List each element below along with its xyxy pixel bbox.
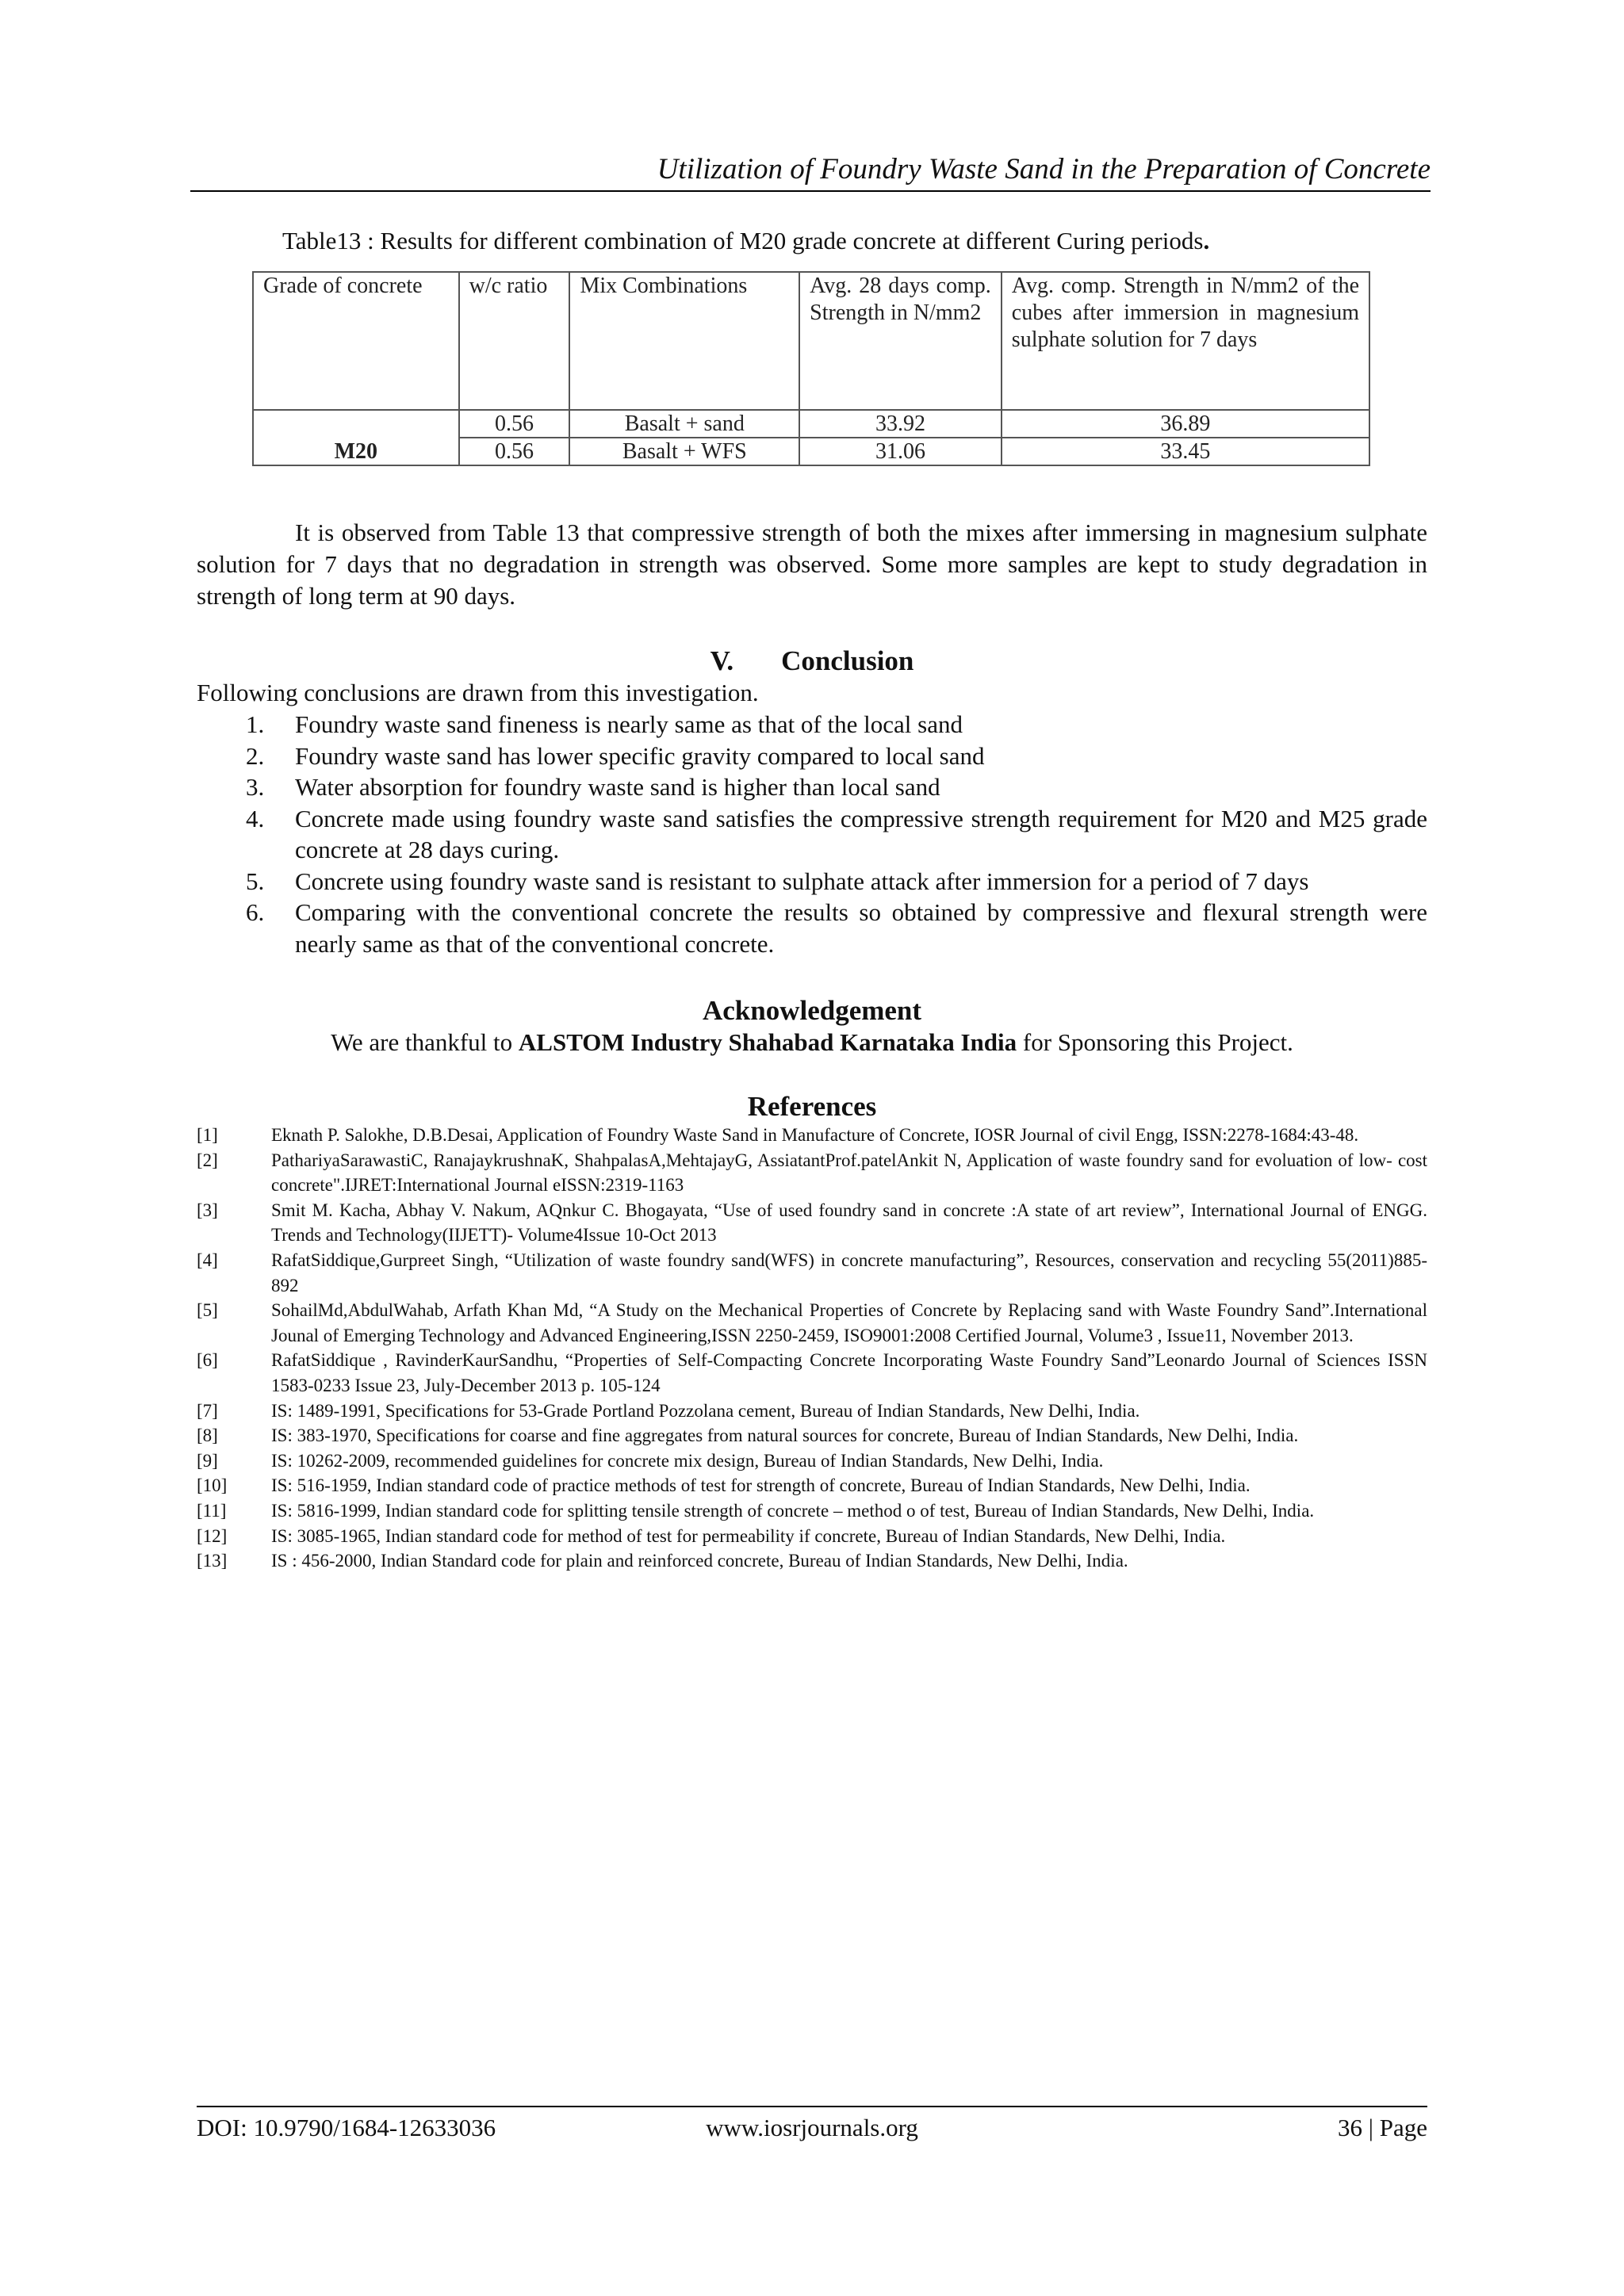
item-text: Water absorption for foundry waste sand is higher than local sand [295,773,940,801]
section-number: V. [710,645,734,676]
item-number: 4. [246,804,265,832]
table-caption-period: . [1203,227,1210,254]
reference-text: RafatSiddique,Gurpreet Singh, “Utilization of waste foundry sand(WFS) in concrete manufacturing”, Resources, conservation and recycling 55(2011)885-892 [271,1249,1427,1295]
section-title: Conclusion [781,645,914,676]
list-item [197,897,1427,959]
reference-text: SohailMd,AbdulWahab, Arfath Khan Md, “A Study on the Mechanical Properties of Concrete by Replacing sand with Waste Foundry Sand”.International Jounal of Emerging Technology and Advanced Engineering,ISSN 2250-2459, ISO9001:2008 Certified Journal, Volume3 , Issue11, November 2013. [271,1300,1427,1345]
strength-28-cell: 31.06 [799,438,1002,465]
conclusion-list [197,709,1427,959]
reference-text: IS: 516-1959, Indian standard code of practice methods of test for strength of concrete, Bureau of Indian Standards, New Delhi, India. [271,1475,1251,1496]
header-grade: Grade of concrete [253,272,459,410]
reference-number: [11] [197,1500,227,1521]
conclusion-heading [0,644,1624,679]
reference-item [197,1498,1427,1524]
header-wc-ratio: w/c ratio [459,272,570,410]
reference-number: [1] [197,1125,218,1145]
wc-cell: 0.56 [459,438,570,465]
reference-text: Eknath P. Salokhe, D.B.Desai, Application of Foundry Waste Sand in Manufacture of Concrete, IOSR Journal of civil Engg, ISSN:2278-1684:43-48. [271,1125,1359,1145]
reference-text: RafatSiddique , RavinderKaurSandhu, “Properties of Self-Compacting Concrete Incorporating Waste Foundry Sand”Leonardo Journal of Sciences ISSN 1583-0233 Issue 23, July-December 2013 p. 105-124 [271,1350,1427,1395]
results-table [252,271,1370,466]
reference-text: IS: 1489-1991, Specifications for 53-Grade Portland Pozzolana cement, Bureau of Indian Standards, New Delhi, India. [271,1400,1140,1421]
item-number: 2. [246,741,265,770]
header-immersion-strength: Avg. comp. Strength in N/mm2 of the cubes after immersion in magnesium sulphate solution for 7 days [1002,272,1369,410]
acknowledgement-heading: Acknowledgement [702,995,922,1026]
running-header: Utilization of Foundry Waste Sand in the Preparation of Concrete [190,151,1431,192]
reference-text: IS: 10262-2009, recommended guidelines for concrete mix design, Bureau of Indian Standards, New Delhi, India. [271,1450,1104,1471]
reference-item [197,1548,1427,1574]
reference-text: IS : 456-2000, Indian Standard code for plain and reinforced concrete, Bureau of Indian Standards, New Delhi, India. [271,1551,1128,1571]
reference-number: [9] [197,1450,218,1471]
table-header-row [253,272,1369,410]
acknowledgement-text [0,1027,1624,1058]
page-footer [197,2106,1427,2141]
reference-item [197,1423,1427,1448]
reference-number: [3] [197,1200,218,1220]
table-caption [282,224,1209,258]
footer-website: www.iosrjournals.org [706,2114,918,2141]
ack-suffix: for Sponsoring this Project. [1017,1028,1293,1056]
reference-item [197,1148,1427,1198]
references-heading: References [747,1091,877,1122]
item-text: Comparing with the conventional concrete the results so obtained by compressive and flexural strength were nearly same as that of the conventional concrete. [295,898,1427,958]
reference-item [197,1248,1427,1298]
item-text: Foundry waste sand has lower specific gravity compared to local sand [295,741,985,770]
reference-item [197,1198,1427,1248]
item-number: 1. [246,710,265,738]
reference-text: IS: 3085-1965, Indian standard code for method of test for permeability if concrete, Bureau of Indian Standards, New Delhi, India. [271,1525,1226,1546]
table-caption-text: Table13 : Results for different combination of M20 grade concrete at different Curing periods [282,227,1204,254]
reference-number: [12] [197,1525,228,1546]
grade-cell: M20 [253,410,459,465]
list-item [197,866,1427,897]
ack-sponsor: ALSTOM Industry Shahabad Karnataka India [518,1028,1017,1056]
reference-item [197,1399,1427,1424]
wc-cell: 0.56 [459,410,570,438]
header-28-day-strength: Avg. 28 days comp. Strength in N/mm2 [799,272,1002,410]
reference-item [197,1448,1427,1474]
observation-paragraph: It is observed from Table 13 that compressive strength of both the mixes after immersing in magnesium sulphate solution for 7 days that no degradation in strength was observed. Some more samples are kept to study degradation in strength of long term at 90 days. [197,519,1427,610]
item-number: 3. [246,773,265,801]
reference-number: [5] [197,1300,218,1321]
item-text: Concrete made using foundry waste sand satisfies the compressive strength requirement for M20 and M25 grade concrete at 28 days curing. [295,804,1427,863]
item-text: Foundry waste sand fineness is nearly same as that of the local sand [295,710,963,738]
reference-text: IS: 5816-1999, Indian standard code for splitting tensile strength of concrete – method o of test, Bureau of Indian Standards, New Delhi, India. [271,1500,1315,1521]
reference-item [197,1123,1427,1148]
mix-cell: Basalt + WFS [569,438,799,465]
list-item [197,709,1427,740]
item-number: 5. [246,867,265,895]
footer-doi: DOI: 10.9790/1684-12633036 [197,2114,496,2141]
conclusion-intro: Following conclusions are drawn from this investigation. [197,679,759,706]
mix-cell: Basalt + sand [569,410,799,438]
reference-item [197,1348,1427,1398]
reference-number: [6] [197,1350,218,1371]
reference-number: [4] [197,1249,218,1270]
reference-number: [7] [197,1400,218,1421]
strength-immersion-cell: 33.45 [1002,438,1369,465]
reference-text: IS: 383-1970, Specifications for coarse and fine aggregates from natural sources for concrete, Bureau of Indian Standards, New Delhi, India. [271,1425,1299,1446]
reference-number: [13] [197,1551,228,1571]
table-row [253,410,1369,438]
reference-number: [8] [197,1425,218,1446]
reference-list [197,1123,1427,1574]
reference-item [197,1473,1427,1498]
item-number: 6. [246,898,265,926]
reference-text: PathariyaSarawastiC, RanajaykrushnaK, ShahpalasA,MehtajayG, AssiatantProf.patelAnkit N, Application of waste foundry sand for evoluation of low- cost concrete".IJRET:International Journal eISSN:2319-1163 [271,1150,1427,1196]
list-item [197,803,1427,866]
list-item [197,740,1427,772]
reference-number: [10] [197,1475,228,1496]
header-mix: Mix Combinations [569,272,799,410]
reference-item [197,1298,1427,1348]
strength-28-cell: 33.92 [799,410,1002,438]
list-item [197,771,1427,803]
strength-immersion-cell: 36.89 [1002,410,1369,438]
footer-page-number: 36 | Page [1338,2114,1427,2141]
item-text: Concrete using foundry waste sand is resistant to sulphate attack after immersion for a period of 7 days [295,867,1309,895]
reference-text: Smit M. Kacha, Abhay V. Nakum, AQnkur C. Bhogayata, “Use of used foundry sand in concrete :A state of art review”, International Journal of ENGG. Trends and Technology(IIJETT)- Volume4Issue 10-Oct 2013 [271,1200,1427,1246]
ack-prefix: We are thankful to [331,1028,519,1056]
reference-number: [2] [197,1150,218,1170]
reference-item [197,1524,1427,1549]
